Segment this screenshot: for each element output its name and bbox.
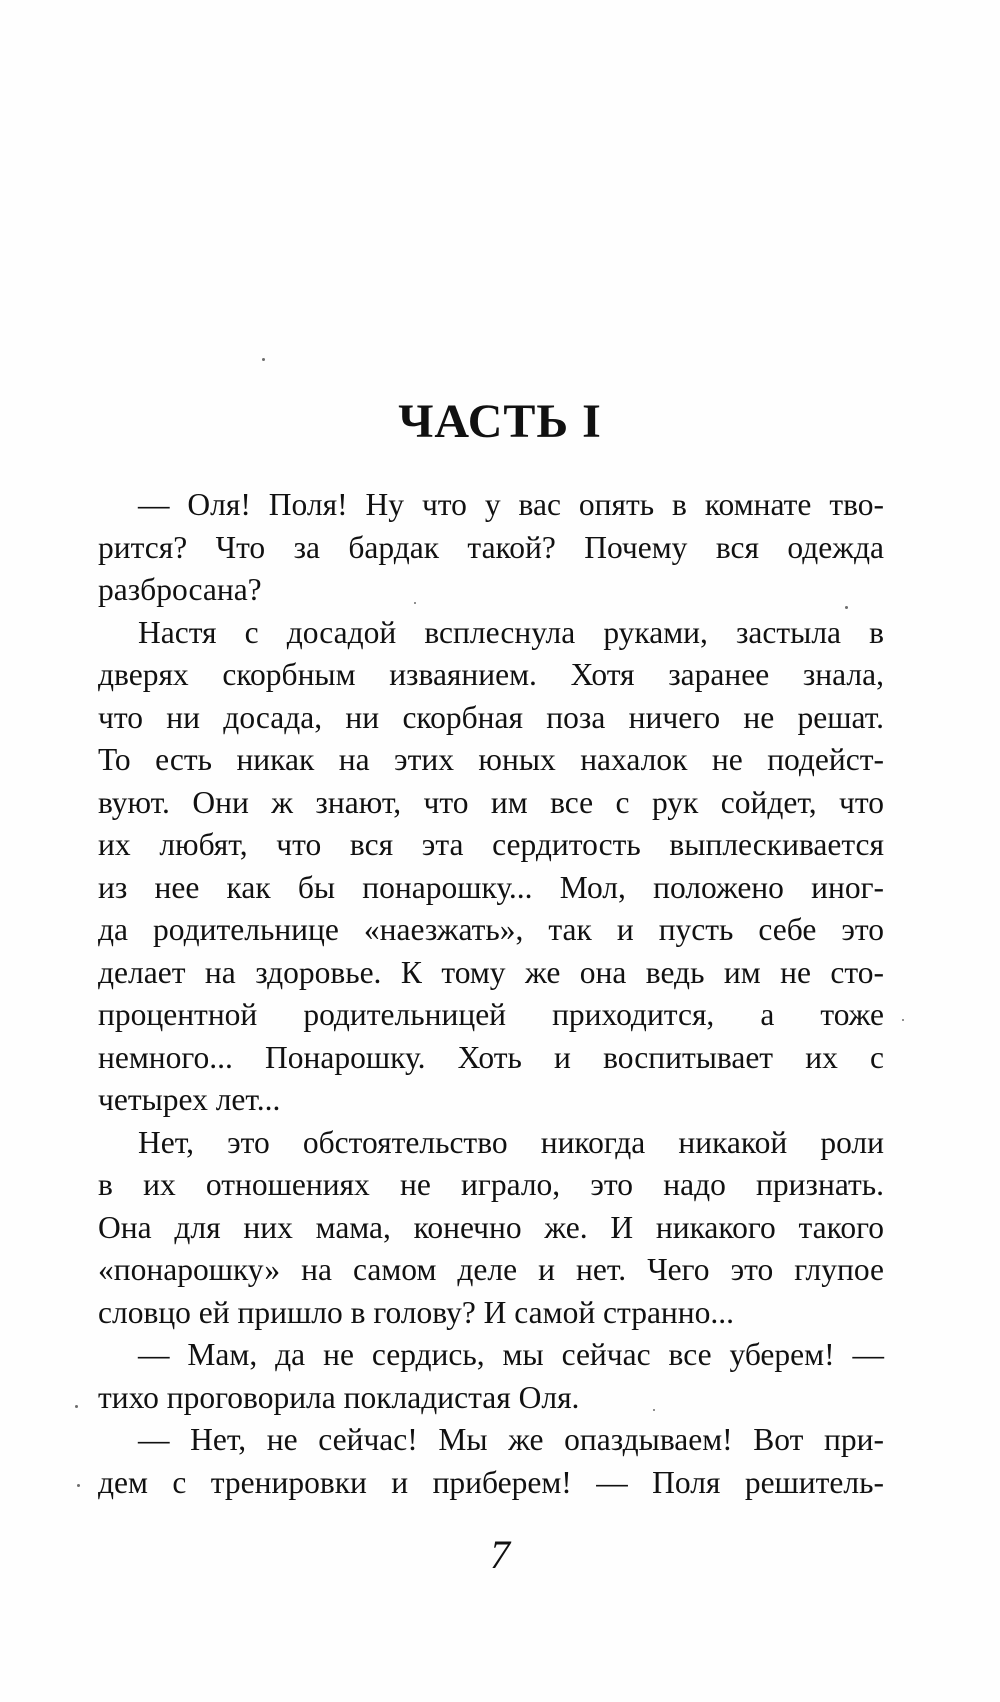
- page-number: 7: [490, 1532, 510, 1577]
- text-line: делает на здоровье. К тому же она ведь им не сто-: [98, 954, 884, 990]
- text-line: Нет, это обстоятельство никогда никакой роли: [138, 1124, 884, 1160]
- text-line: в их отношениях не играло, это надо признать.: [98, 1167, 884, 1202]
- print-speck: [262, 358, 265, 361]
- text-line: «понарошку» на самом деле и нет. Чего это глупое: [98, 1252, 884, 1287]
- text-line: — Мам, да не сердись, мы сейчас все уберем! —: [138, 1337, 884, 1372]
- text-line: Она для них мама, конечно же. И никакого такого: [98, 1209, 884, 1245]
- text-line: из нее как бы понарошку... Мол, положено иног-: [98, 869, 884, 905]
- text-line: разбросана?: [98, 572, 262, 607]
- text-line: немного... Понарошку. Хоть и воспитывает их с: [98, 1039, 884, 1075]
- text-line: четырех лет...: [98, 1082, 281, 1117]
- text-line: Настя с досадой всплеснула руками, застыла в: [138, 614, 884, 650]
- text-line: вуют. Они ж знают, что им все с рук сойдет, что: [98, 784, 884, 820]
- print-speck: [77, 1484, 80, 1487]
- print-speck: [75, 1405, 78, 1408]
- text-line: То есть никак на этих юных нахалок не подейст-: [98, 742, 884, 777]
- text-line: их любят, что вся эта сердитость выплескивается: [98, 827, 884, 862]
- chapter-title: ЧАСТЬ I: [398, 395, 602, 448]
- body-text: [98, 484, 884, 1504]
- text-line: что ни досада, ни скорбная поза ничего не решат.: [98, 699, 884, 735]
- text-line: рится? Что за бардак такой? Почему вся одежда: [98, 529, 884, 565]
- text-line: — Нет, не сейчас! Мы же опаздываем! Вот при-: [138, 1422, 884, 1457]
- text-line: тихо проговорила покладистая Оля.: [98, 1379, 580, 1415]
- text-line: — Оля! Поля! Ну что у вас опять в комнате тво-: [138, 487, 884, 522]
- text-line: дем с тренировки и приберем! — Поля решитель-: [98, 1464, 884, 1500]
- text-line: процентной родительницей приходится, а тоже: [98, 997, 884, 1032]
- print-speck: [902, 1019, 904, 1021]
- text-line: словцо ей пришло в голову? И самой странно...: [98, 1294, 735, 1330]
- text-line: да родительнице «наезжать», так и пусть себе это: [98, 912, 884, 947]
- text-line: дверях скорбным изваянием. Хотя заранее знала,: [98, 657, 884, 692]
